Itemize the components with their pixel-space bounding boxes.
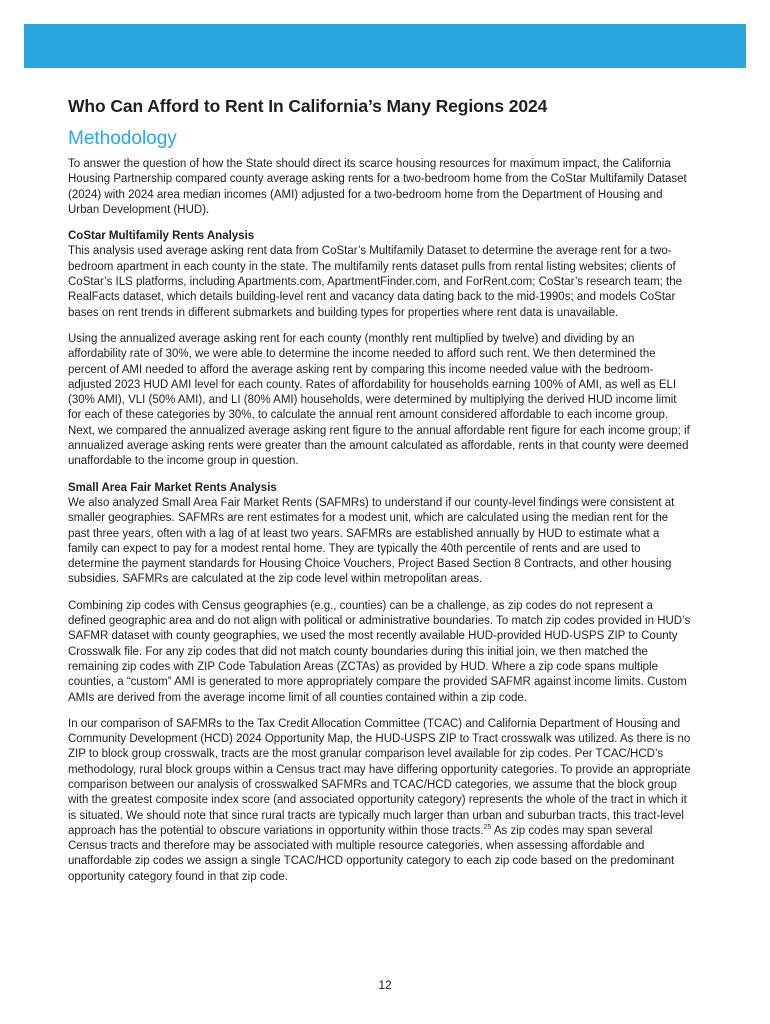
footnote-marker: 25 xyxy=(483,824,492,832)
safmr-heading: Small Area Fair Market Rents Analysis xyxy=(68,481,277,494)
safmr-paragraph-3b: As zip codes may span several Census tracts and therefore may be associated with multiple resource categories, when assessing affordable and unaffordable zip codes we assign a single TCAC/HCD opportunity category to each zip code based on the predominant opportunity category found in that zip code. xyxy=(68,824,675,883)
page-number: 12 xyxy=(378,978,392,992)
safmr-paragraph-3a: In our comparison of SAFMRs to the Tax Credit Allocation Committee (TCAC) and California Department of Housing and Community Development (HCD) 2024 Opportunity Map, the HUD-USPS ZIP to Tract crosswalk was utilized. As there is no ZIP to block group crosswalk, tracts are the most granular comparison level available for zip codes. Per TCAC/HCD’s methodology, rural block groups within a Census tract may have differing opportunity categories. To provide an appropriate comparison between our analysis of crosswalked SAFMRs and TCAC/HCD categories, we assume that the block group with the greatest composite index score (and associated opportunity category) represents the whole of the tract in which it is situated. We should note that since rural tracts are typically much larger than urban and suburban tracts, this tract-level approach has the potential to obscure variations in opportunity within those tracts. xyxy=(68,717,691,837)
costar-paragraph-2: Using the annualized average asking rent for each county (monthly rent multiplied by twelve) and dividing by an affordability rate of 30%, we were able to determine the income needed to afford such rent. We then determined the percent of AMI needed to afford the average asking rent by comparing this income needed value with the bedroom-adjusted 2023 HUD AMI level for each county. Rates of affordability for households earning 100% of AMI, as well as ELI (30% AMI), VLI (50% AMI), and LI (80% AMI) households, were determined by multiplying the derived HUD income limit for each of these categories by 30%, to calculate the annual rent amount considered affordable to each income group. Next, we compared the annualized average asking rent figure to the annual affordable rent figure for each income group; if annualized average asking rents were greater than the amount calculated as affordable, rents in that county were deemed unaffordable to the income group in question. xyxy=(68,332,690,468)
safmr-paragraph-3 xyxy=(68,717,692,885)
page-content xyxy=(68,95,692,896)
safmr-paragraph-1: We also analyzed Small Area Fair Market Rents (SAFMRs) to understand if our county-level findings were consistent at smaller geographies. SAFMRs are rent estimates for a modest unit, which are calculated using the median rent for the past three years, often with a lag of at least two years. SAFMRs are established annually by HUD to estimate what a family can expect to pay for a modest rental home. They are typically the 40th percentile of rents and are used to determine the payment standards for Housing Choice Vouchers, Project Based Section 8 Contracts, and other housing subsidies. SAFMRs are calculated at the zip code level within metropolitan areas. xyxy=(68,496,675,586)
page-title: Who Can Afford to Rent In California’s Many Regions 2024 xyxy=(68,96,548,116)
safmr-paragraph-2: Combining zip codes with Census geographies (e.g., counties) can be a challenge, as zip codes do not represent a defined geographic area and do not align with political or administrative boundaries. To match zip codes provided in HUD’s SAFMR dataset with county geographies, we used the most recently available HUD-provided HUD-USPS ZIP to County Crosswalk file. For any zip codes that did not match county boundaries during this initial join, we then matched the remaining zip codes with ZIP Code Tabulation Areas (ZCTAs) as provided by HUD. Where a zip code spans multiple counties, a “custom” AMI is generated to more appropriately compare the provided SAFMR against income limits. Custom AMIs are derived from the average income limit of all counties contained within a zip code. xyxy=(68,599,691,704)
section-title: Methodology xyxy=(68,128,177,149)
costar-paragraph-1: This analysis used average asking rent data from CoStar’s Multifamily Dataset to determine the average rent for a two-bedroom apartment in each county in the state. The multifamily rents dataset pulls from rental listing websites; clients of CoStar’s ILS platforms, including Apartments.com, ApartmentFinder.com, and ForRent.com; CoStar’s research team; the RealFacts dataset, which details building-level rent and vacancy data dating back to the mid-1990s; and models CoStar bases on rent trends in different submarkets and building types for properties where rent data is unavailable. xyxy=(68,245,683,319)
header-banner xyxy=(24,24,746,68)
costar-section xyxy=(68,229,692,469)
safmr-section xyxy=(68,481,692,885)
costar-heading: CoStar Multifamily Rents Analysis xyxy=(68,230,255,243)
intro-paragraph: To answer the question of how the State should direct its scarce housing resources for maximum impact, the California Housing Partnership compared county average asking rents for a two-bedroom home from the CoStar Multifamily Dataset (2024) with 2024 area median incomes (AMI) adjusted for a two-bedroom home from the Department of Housing and Urban Development (HUD). xyxy=(68,158,687,216)
